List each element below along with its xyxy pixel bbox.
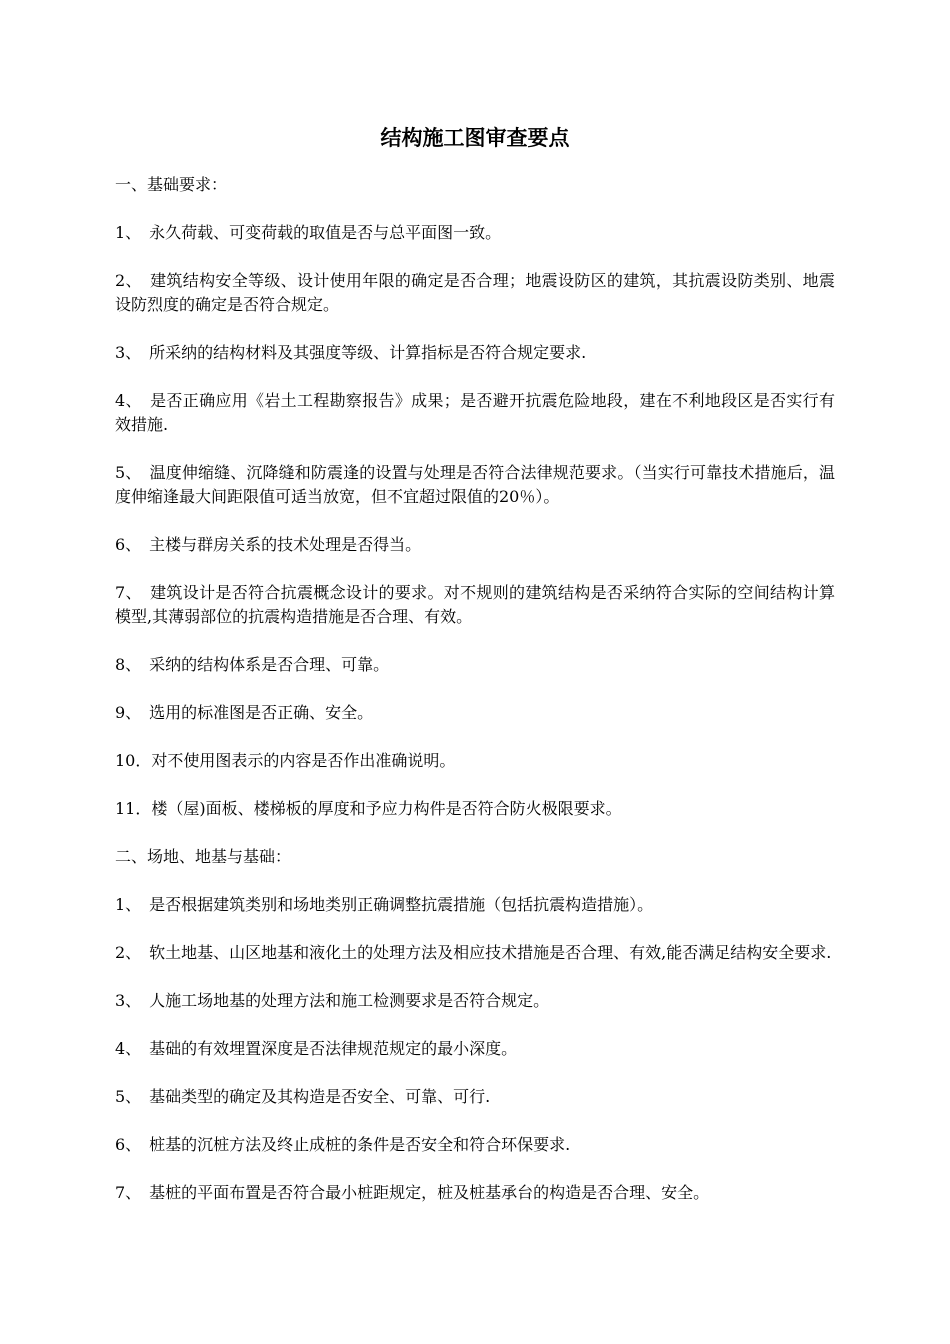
- list-item: 5、 基础类型的确定及其构造是否安全、可靠、可行.: [115, 1087, 491, 1106]
- document-title: 结构施工图审查要点: [380, 126, 570, 150]
- list-item: 7、 基桩的平面布置是否符合最小桩距规定，桩及桩基承台的构造是否合理、安全。: [115, 1183, 710, 1202]
- section-heading: 一、基础要求：: [115, 175, 228, 194]
- list-item: 7、 建筑设计是否符合抗震概念设计的要求。对不规则的建筑结构是否采纳符合实际的空间结构计算模型,其薄弱部位的抗震构造措施是否合理、有效。: [115, 583, 835, 626]
- list-item: 4、 基础的有效埋置深度是否法律规范规定的最小深度。: [115, 1039, 518, 1058]
- list-item: 2、 软土地基、山区地基和液化土的处理方法及相应技术措施是否合理、有效,能否满足结构安全要求.: [115, 943, 832, 962]
- list-item: 8、 采纳的结构体系是否合理、可靠。: [115, 655, 390, 674]
- document-body: [115, 173, 835, 1229]
- list-item: 1、 是否根据建筑类别和场地类别正确调整抗震措施（包括抗震构造措施）。: [115, 895, 654, 914]
- list-item: 3、 人施工场地基的处理方法和施工检测要求是否符合规定。: [115, 991, 550, 1010]
- list-item: 3、 所采纳的结构材料及其强度等级、计算指标是否符合规定要求.: [115, 343, 587, 362]
- list-item: 6、 主楼与群房关系的技术处理是否得当。: [115, 535, 422, 554]
- list-item: 1、 永久荷载、可变荷载的取值是否与总平面图一致。: [115, 223, 502, 242]
- list-item: 6、 桩基的沉桩方法及终止成桩的条件是否安全和符合环保要求.: [115, 1135, 571, 1154]
- list-item: 10．对不使用图表示的内容是否作出准确说明。: [115, 751, 456, 770]
- list-item: 5、 温度伸缩缝、沉降缝和防震逢的设置与处理是否符合法律规范要求。（当实行可靠技术措施后，温度伸缩逢最大间距限值可适当放宽，但不宜超过限值的20％）。: [115, 463, 835, 506]
- section-heading: 二、场地、地基与基础：: [115, 847, 292, 866]
- list-item: 2、 建筑结构安全等级、设计使用年限的确定是否合理；地震设防区的建筑，其抗震设防类别、地震设防烈度的确定是否符合规定。: [115, 271, 835, 314]
- list-item: 11．楼（屋)面板、楼梯板的厚度和予应力构件是否符合防火极限要求。: [115, 799, 622, 818]
- list-item: 9、 选用的标准图是否正确、安全。: [115, 703, 374, 722]
- list-item: 4、 是否正确应用《岩土工程勘察报告》成果；是否避开抗震危险地段，建在不利地段区是否实行有效措施.: [115, 391, 835, 434]
